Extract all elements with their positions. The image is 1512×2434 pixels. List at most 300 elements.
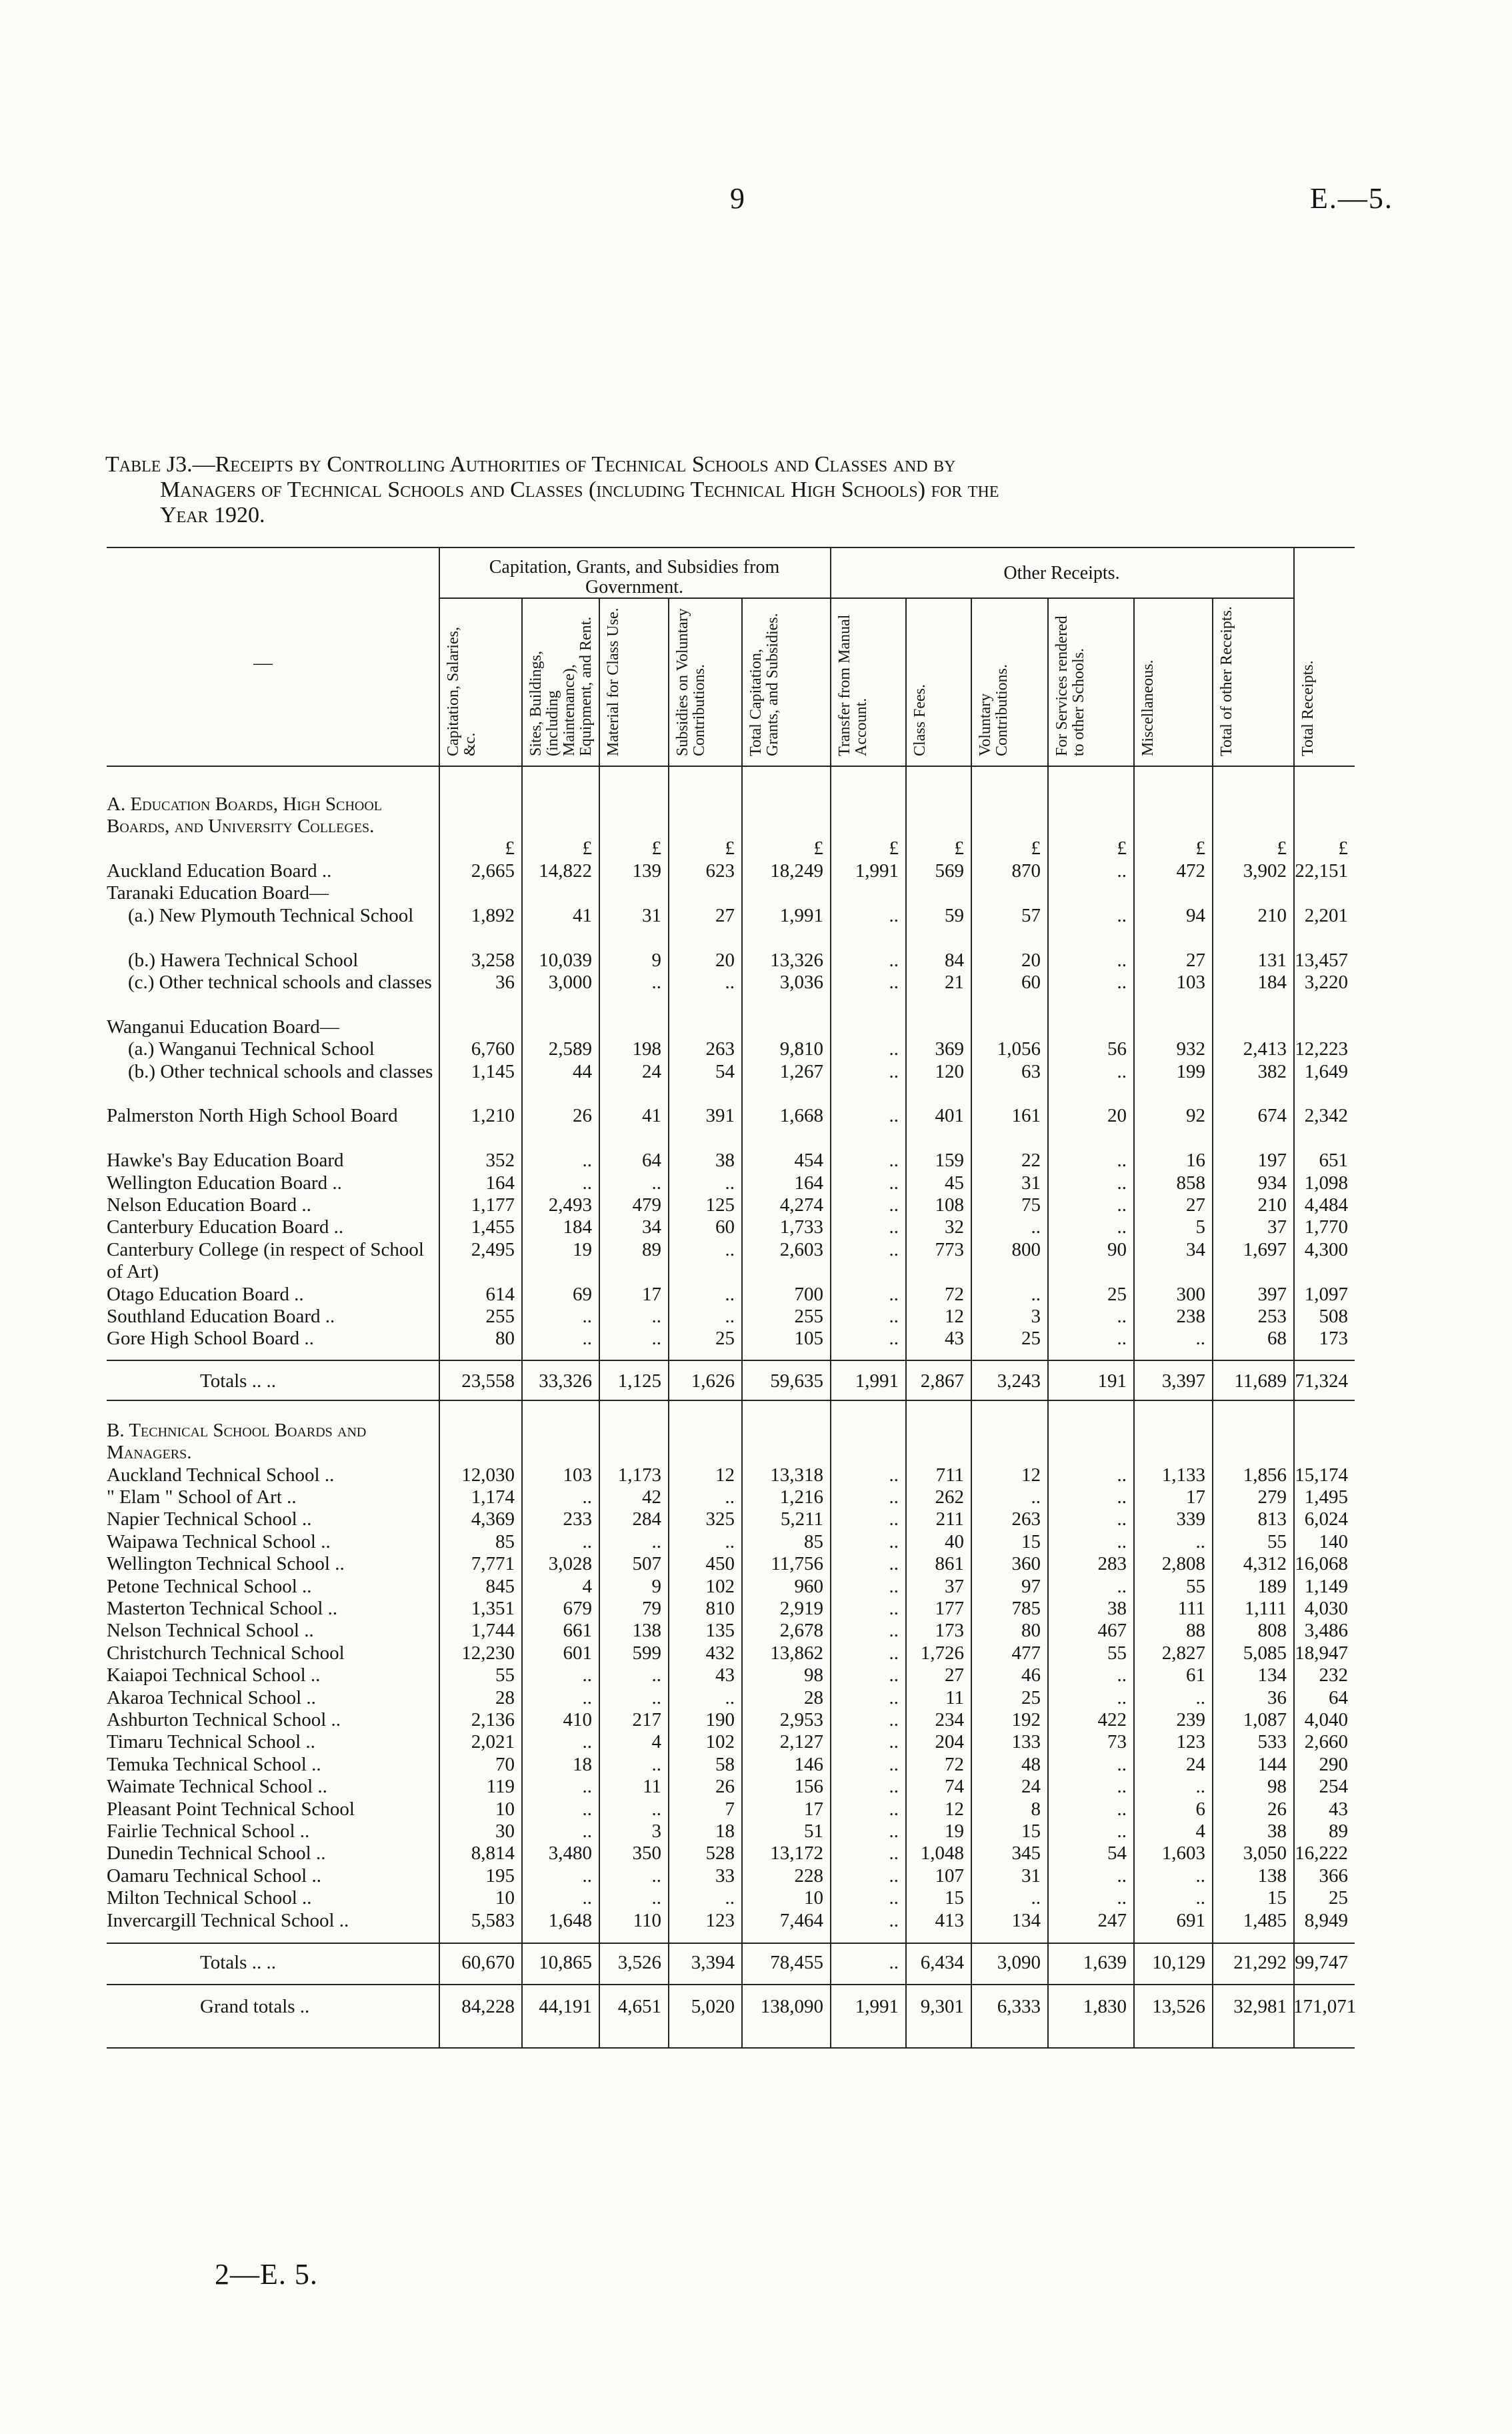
table-row-cell: 369 (935, 1038, 964, 1060)
table-row-cell: 10,039 (539, 949, 592, 971)
table-row-cell: .. (1117, 1575, 1127, 1597)
table-row-cell: 37 (945, 1575, 964, 1597)
table-row-cell: 184 (563, 1216, 592, 1238)
table-row-label (107, 972, 435, 994)
table-row-label (107, 1150, 435, 1172)
column-header: Material for Class Use. (605, 607, 622, 756)
table-row-cell: 391 (705, 1105, 735, 1127)
table-row-cell: 700 (794, 1283, 823, 1305)
table-row-cell: 9 (651, 949, 661, 971)
table-row-cell: .. (1031, 1216, 1041, 1238)
table-row-cell: 2,413 (1243, 1038, 1287, 1060)
table-row-cell: 80 (495, 1328, 515, 1350)
table-row-cell: .. (889, 1464, 899, 1486)
table-row-cell: 18,947 (1295, 1642, 1348, 1664)
table-row-cell: 4 (582, 1575, 592, 1597)
table-row-cell: .. (582, 1731, 592, 1753)
grand-totals-cell: 5,020 (691, 1996, 735, 2017)
table-row-cell: 189 (1257, 1575, 1287, 1597)
table-row-cell: .. (1117, 1776, 1127, 1798)
table-row-cell: 2,495 (471, 1238, 515, 1260)
table-row-cell: .. (1117, 1194, 1127, 1216)
table-row-cell: 263 (705, 1038, 735, 1060)
table-row-cell: 46 (1021, 1664, 1041, 1686)
table-row-cell: 85 (804, 1530, 823, 1552)
grand-totals-cell: 32,981 (1233, 1996, 1287, 2017)
table-row-cell: 1,149 (1304, 1575, 1348, 1597)
row-label: Pleasant Point Technical School (107, 1798, 355, 1820)
table-row-cell: 10 (804, 1887, 823, 1909)
table-row-cell: .. (889, 1105, 899, 1127)
table-row-label (107, 1061, 435, 1083)
table-row-label (107, 1105, 435, 1127)
grand-totals-cell: 6,333 (997, 1996, 1041, 2017)
table-row-cell: 11 (643, 1776, 661, 1798)
section-a-title (107, 794, 435, 838)
table-row-cell: 12,223 (1295, 1038, 1348, 1060)
table-row-cell: 2,493 (548, 1194, 592, 1216)
table-row-label (107, 1464, 435, 1486)
table-bottom-rule (107, 2047, 1355, 2049)
table-row-cell: 3,902 (1243, 860, 1287, 882)
row-label: Kaiapoi Technical School .. (107, 1664, 321, 1686)
table-row-cell: 2,808 (1161, 1553, 1205, 1575)
table-row-cell: 12,230 (461, 1642, 515, 1664)
table-row-cell: .. (1117, 1798, 1127, 1820)
row-label: Nelson Technical School .. (107, 1620, 314, 1642)
table-row-cell: 192 (1011, 1709, 1041, 1730)
title-line-3: Year 1920. (160, 503, 265, 527)
column-header: Sites, Buildings, (including Maintenance), Equipment, and Rent. (527, 616, 595, 756)
column-header: Capitation, Salaries, &c. (445, 627, 479, 756)
table-row-cell: 12 (715, 1464, 735, 1486)
table-row-cell: .. (1195, 1776, 1205, 1798)
table-row-cell: 2,660 (1304, 1731, 1348, 1753)
table-row-cell: 858 (1176, 1172, 1205, 1194)
table-row-cell: 450 (705, 1553, 735, 1575)
row-label: B. Technical School Boards and Managers. (107, 1419, 367, 1464)
table-row-cell: 13,326 (770, 949, 823, 971)
table-row-cell: .. (1195, 1328, 1205, 1350)
table-row-cell: 199 (1176, 1060, 1205, 1082)
table-row-cell: 239 (1176, 1709, 1205, 1730)
table-row-cell: 6 (1195, 1798, 1205, 1820)
table-row-cell: 10 (495, 1798, 515, 1820)
table-row-cell: .. (889, 949, 899, 971)
row-label: Invercargill Technical School .. (107, 1909, 349, 1931)
table-row-cell: 134 (1257, 1664, 1287, 1686)
table-row-cell: 1,216 (779, 1486, 823, 1508)
row-label: Wellington Technical School .. (107, 1553, 345, 1575)
table-row-label (107, 1598, 435, 1620)
table-row-cell: 232 (1319, 1664, 1348, 1686)
table-row-cell: .. (1195, 1865, 1205, 1887)
row-label: Waipawa Technical School .. (107, 1530, 331, 1552)
table-row-cell: 164 (485, 1172, 515, 1194)
row-label: Auckland Education Board .. (107, 860, 332, 882)
table-row-cell: 13,318 (770, 1464, 823, 1486)
section-a-totals-label (107, 1370, 435, 1392)
table-row-cell: .. (1031, 1283, 1041, 1305)
table-row-cell: 17 (1186, 1486, 1205, 1508)
row-label: Fairlie Technical School .. (107, 1820, 310, 1842)
table-row-label (107, 1910, 435, 1932)
row-label: Canterbury Education Board .. (107, 1216, 344, 1238)
table-row-cell: 135 (705, 1620, 735, 1642)
table-row-cell: 4 (651, 1731, 661, 1753)
table-row-cell: 4,040 (1304, 1709, 1348, 1730)
table-row-cell: .. (582, 1686, 592, 1708)
table-row-cell: .. (725, 972, 735, 993)
table-row-cell: 2,021 (471, 1731, 515, 1753)
table-row-cell: 339 (1176, 1508, 1205, 1530)
table-row-cell: 61 (1186, 1664, 1205, 1686)
table-row-cell: 13,172 (770, 1843, 823, 1865)
table-row-cell: 14,822 (539, 860, 592, 882)
table-row-cell: 8,814 (471, 1843, 515, 1865)
table-row-cell: 1,726 (920, 1642, 964, 1664)
table-row-cell: 51 (804, 1820, 823, 1842)
section-a-totals-cell: 3,397 (1161, 1370, 1205, 1392)
table-row-cell: 54 (1107, 1843, 1127, 1865)
table-row-label (107, 1731, 435, 1753)
table-row-cell: 56 (1107, 1038, 1127, 1060)
table-row-cell: .. (889, 1172, 899, 1194)
table-row-cell: 74 (945, 1776, 964, 1798)
table-row-cell: .. (1117, 1820, 1127, 1842)
table-row-cell: 870 (1011, 860, 1041, 882)
table-row-cell: 97 (1021, 1575, 1041, 1597)
row-label: (b.) Other technical schools and classes (128, 1060, 433, 1082)
table-row-cell: .. (889, 1909, 899, 1931)
table-row-cell: 15 (945, 1887, 964, 1909)
table-row-label (107, 1284, 435, 1306)
row-label: Timaru Technical School .. (107, 1731, 315, 1753)
table-row-cell: .. (889, 1843, 899, 1865)
table-row-cell: .. (582, 1172, 592, 1194)
table-row-cell: .. (725, 1686, 735, 1708)
row-label: Hawke's Bay Education Board (107, 1150, 344, 1172)
table-row-cell: 508 (1319, 1306, 1348, 1327)
table-row-cell: 197 (1257, 1150, 1287, 1172)
table-row-cell: 26 (715, 1776, 735, 1798)
table-row-label (107, 1239, 435, 1284)
table-row-cell: 4,300 (1304, 1238, 1348, 1260)
currency-cell: £ (505, 838, 515, 859)
currency-cell: £ (1031, 838, 1041, 859)
table-row-cell: .. (889, 1530, 899, 1552)
column-header: Class Fees. (911, 684, 929, 756)
table-row-cell: .. (1117, 904, 1127, 926)
currency-cell: £ (651, 838, 661, 859)
table-row-cell: 2,827 (1161, 1642, 1205, 1664)
table-row-cell: 1,097 (1304, 1283, 1348, 1305)
table-row-cell: 785 (1011, 1598, 1041, 1619)
table-row-cell: 73 (1107, 1731, 1127, 1753)
table-row-cell: 210 (1257, 904, 1287, 926)
table-row-cell: 89 (1329, 1820, 1348, 1842)
table-row-cell: 31 (1021, 1172, 1041, 1194)
table-row-cell: 345 (1011, 1843, 1041, 1865)
table-row-cell: 105 (794, 1328, 823, 1350)
table-row-cell: 92 (1186, 1105, 1205, 1127)
table-row-cell: 48 (1021, 1753, 1041, 1775)
table-row-cell: 477 (1011, 1642, 1041, 1664)
table-row-cell: 352 (485, 1150, 515, 1172)
table-row-cell: 63 (1021, 1060, 1041, 1082)
table-row-cell: 204 (935, 1731, 964, 1753)
table-row-cell: .. (1117, 1753, 1127, 1775)
table-row-cell: .. (1117, 949, 1127, 971)
section-b-totals-cell: 21,292 (1233, 1952, 1287, 1973)
table-row-cell: .. (1117, 972, 1127, 993)
table-row-cell: .. (1031, 1486, 1041, 1508)
table-row-cell: 238 (1176, 1306, 1205, 1327)
row-label: Totals .. .. (200, 1370, 276, 1392)
table-row-cell: 85 (495, 1530, 515, 1552)
row-label: Otago Education Board .. (107, 1283, 304, 1305)
column-header: Subsidies on Voluntary Contributions. (674, 608, 708, 756)
table-row-cell: 845 (485, 1575, 515, 1597)
table-row-cell: .. (725, 1887, 735, 1909)
table-row-cell: 139 (632, 860, 661, 882)
table-row-cell: 30 (495, 1820, 515, 1842)
table-row-cell: 4,274 (779, 1194, 823, 1216)
table-row-cell: 422 (1097, 1709, 1127, 1730)
table-row-cell: 1,485 (1243, 1909, 1287, 1931)
table-row-cell: 9 (651, 1575, 661, 1597)
table-row-cell: 1,603 (1161, 1843, 1205, 1865)
table-row-cell: 651 (1319, 1150, 1348, 1172)
table-row-cell: 12 (945, 1306, 964, 1327)
table-row-label (107, 1016, 435, 1038)
table-row-cell: .. (651, 972, 661, 993)
section-b-totals-cell: .. (889, 1952, 899, 1973)
table-row-cell: .. (1117, 1328, 1127, 1350)
table-row-cell: .. (1195, 1887, 1205, 1909)
table-row-cell: .. (1117, 1306, 1127, 1327)
column-header: Total Capitation, Grants, and Subsidies. (747, 613, 781, 756)
table-row-cell: 20 (1107, 1105, 1127, 1127)
table-row-cell: 123 (705, 1909, 735, 1931)
table-row-cell: 98 (1267, 1776, 1287, 1798)
currency-cell: £ (1338, 838, 1348, 859)
table-row-cell: .. (725, 1238, 735, 1260)
table-row-cell: .. (1195, 1686, 1205, 1708)
table-row-cell: 20 (1021, 949, 1041, 971)
group-header-government: Capitation, Grants, and Subsidies from Government. (489, 557, 780, 597)
table-row-cell: .. (889, 1664, 899, 1686)
table-row-cell: 119 (486, 1776, 515, 1798)
table-row-label (107, 1172, 435, 1194)
table-row-cell: 234 (935, 1709, 964, 1730)
table-row-cell: .. (1117, 1865, 1127, 1887)
table-row-cell: 4 (1195, 1820, 1205, 1842)
header-bottom-rule (107, 766, 1355, 767)
table-row-cell: 32 (945, 1216, 964, 1238)
table-row-cell: .. (582, 1776, 592, 1798)
table-row-cell: 2,201 (1304, 904, 1348, 926)
table-row-cell: 25 (1021, 1686, 1041, 1708)
table-row-cell: 454 (794, 1150, 823, 1172)
table-row-cell: 674 (1257, 1105, 1287, 1127)
table-row-cell: 18 (573, 1753, 592, 1775)
table-row-cell: 27 (1186, 1194, 1205, 1216)
row-label: Milton Technical School .. (107, 1887, 312, 1909)
stub-header-dash: — (253, 652, 273, 674)
table-row-cell: 614 (485, 1283, 515, 1305)
table-row-cell: 4,369 (471, 1508, 515, 1530)
table-row-cell: 90 (1107, 1238, 1127, 1260)
table-row-cell: .. (651, 1798, 661, 1820)
table-row-cell: 37 (1267, 1216, 1287, 1238)
table-row-cell: 691 (1176, 1909, 1205, 1931)
table-row-cell: 156 (794, 1776, 823, 1798)
row-label: Petone Technical School .. (107, 1575, 312, 1597)
table-row-cell: 808 (1257, 1620, 1287, 1642)
table-row-cell: 1,056 (997, 1038, 1041, 1060)
table-row-cell: 1,648 (548, 1909, 592, 1931)
table-row-cell: 98 (804, 1664, 823, 1686)
table-row-cell: 103 (563, 1464, 592, 1486)
table-row-cell: .. (889, 1486, 899, 1508)
table-row-cell: .. (889, 1038, 899, 1060)
row-label: A. Education Boards, High School Boards, and University Colleges. (107, 794, 383, 838)
row-label: Waimate Technical School .. (107, 1776, 327, 1798)
table-row-cell: 38 (715, 1150, 735, 1172)
table-row-cell: 1,991 (855, 860, 899, 882)
table-row-cell: 5,085 (1243, 1642, 1287, 1664)
row-label: Masterton Technical School .. (107, 1598, 338, 1619)
table-row-cell: 94 (1186, 904, 1205, 926)
table-row-cell: 55 (495, 1664, 515, 1686)
table-row-cell: 25 (715, 1328, 735, 1350)
table-row-cell: .. (582, 1664, 592, 1686)
table-row-cell: 40 (945, 1530, 964, 1552)
row-label: Totals .. .. (200, 1952, 276, 1973)
table-row-cell: .. (889, 1328, 899, 1350)
table-row-cell: 1,087 (1243, 1709, 1287, 1730)
section-b-totals-cell: 3,090 (997, 1952, 1041, 1973)
table-row-cell: 28 (804, 1686, 823, 1708)
currency-cell: £ (725, 838, 735, 859)
table-row-cell: 31 (1021, 1865, 1041, 1887)
table-row-cell: 24 (1021, 1776, 1041, 1798)
column-header: Voluntary Contributions. (977, 664, 1011, 756)
table-row-cell: 1,210 (471, 1105, 515, 1127)
table-row-cell: .. (651, 1887, 661, 1909)
table-row-cell: 19 (573, 1238, 592, 1260)
table-row-cell: 195 (485, 1865, 515, 1887)
table-row-cell: 57 (1021, 904, 1041, 926)
table-row-cell: 7,771 (471, 1553, 515, 1575)
rule (107, 1984, 1355, 1985)
table-row-cell: .. (1031, 1887, 1041, 1909)
grand-totals-cell: 4,651 (617, 1996, 661, 2017)
table-row-cell: 102 (705, 1575, 735, 1597)
table-top-rule (107, 547, 1355, 548)
table-row-label (107, 1553, 435, 1575)
table-row-cell: 123 (1176, 1731, 1205, 1753)
table-row-cell: 6,024 (1304, 1508, 1348, 1530)
table-row-cell: 60 (1021, 972, 1041, 993)
table-row-cell: 1,455 (471, 1216, 515, 1238)
grand-totals-cell: 138,090 (760, 1996, 823, 2017)
table-row-cell: 5,583 (471, 1909, 515, 1931)
table-row-cell: 210 (1257, 1194, 1287, 1216)
section-b-totals-cell: 10,129 (1152, 1952, 1205, 1973)
table-row-cell: 507 (632, 1553, 661, 1575)
table-row-cell: 21 (945, 972, 964, 993)
table-row-cell: 247 (1097, 1909, 1127, 1931)
grand-totals-cell: 1,830 (1083, 1996, 1127, 2017)
table-row-label (107, 1508, 435, 1530)
section-b-totals-cell: 3,394 (691, 1952, 735, 1973)
table-row-cell: 55 (1267, 1530, 1287, 1552)
row-label: Auckland Technical School .. (107, 1464, 335, 1486)
table-row-cell: 2,919 (779, 1598, 823, 1619)
grand-totals-cell: 13,526 (1152, 1996, 1205, 2017)
table-row-cell: .. (889, 1216, 899, 1238)
table-row-cell: 60 (715, 1216, 735, 1238)
table-row-cell: 2,953 (779, 1709, 823, 1730)
row-label: " Elam " School of Art .. (107, 1486, 297, 1508)
table-row-cell: 34 (642, 1216, 661, 1238)
column-header: For Services rendered to other Schools. (1053, 616, 1087, 756)
row-label: Temuka Technical School .. (107, 1753, 321, 1775)
table-row-cell: .. (889, 1686, 899, 1708)
table-row-cell: 72 (945, 1753, 964, 1775)
table-row-cell: 1,177 (471, 1194, 515, 1216)
table-row-label (107, 950, 435, 972)
table-row-label (107, 1776, 435, 1798)
table-row-cell: 18 (715, 1820, 735, 1842)
table-row-cell: 138 (632, 1620, 661, 1642)
table-row-cell: 55 (1186, 1575, 1205, 1597)
table-row-cell: 36 (1267, 1686, 1287, 1708)
table-row-cell: 960 (794, 1575, 823, 1597)
table-row-cell: 1,744 (471, 1620, 515, 1642)
table-row-cell: 44 (573, 1060, 592, 1082)
table-row-cell: 467 (1097, 1620, 1127, 1642)
table-row-cell: .. (651, 1172, 661, 1194)
section-b-totals-cell: 1,639 (1083, 1952, 1127, 1973)
table-row-cell: 569 (935, 860, 964, 882)
table-row-cell: .. (582, 1150, 592, 1172)
section-b-totals-cell: 6,434 (920, 1952, 964, 1973)
table-row-cell: 125 (705, 1194, 735, 1216)
table-row-cell: 16 (1186, 1150, 1205, 1172)
table-row-cell: 1,145 (471, 1060, 515, 1082)
table-row-cell: 173 (935, 1620, 964, 1642)
table-row-label (107, 1216, 435, 1238)
row-label: (a.) New Plymouth Technical School (128, 904, 414, 926)
table-row-cell: 284 (632, 1508, 661, 1530)
table-row-cell: 103 (1176, 972, 1205, 993)
table-row-cell: 54 (715, 1060, 735, 1082)
table-row-cell: .. (1195, 1530, 1205, 1552)
table-row-label (107, 905, 435, 927)
title-line-2: Managers of Technical Schools and Classes (including Technical High Schools) for the (160, 477, 999, 502)
group-rule-government (439, 597, 830, 599)
table-row-cell: 12,030 (461, 1464, 515, 1486)
table-row-cell: 3,050 (1243, 1843, 1287, 1865)
table-row-cell: 479 (632, 1194, 661, 1216)
table-row-cell: 42 (642, 1486, 661, 1508)
row-label: Ashburton Technical School .. (107, 1709, 341, 1730)
table-row-label (107, 1194, 435, 1216)
table-row-cell: .. (651, 1328, 661, 1350)
